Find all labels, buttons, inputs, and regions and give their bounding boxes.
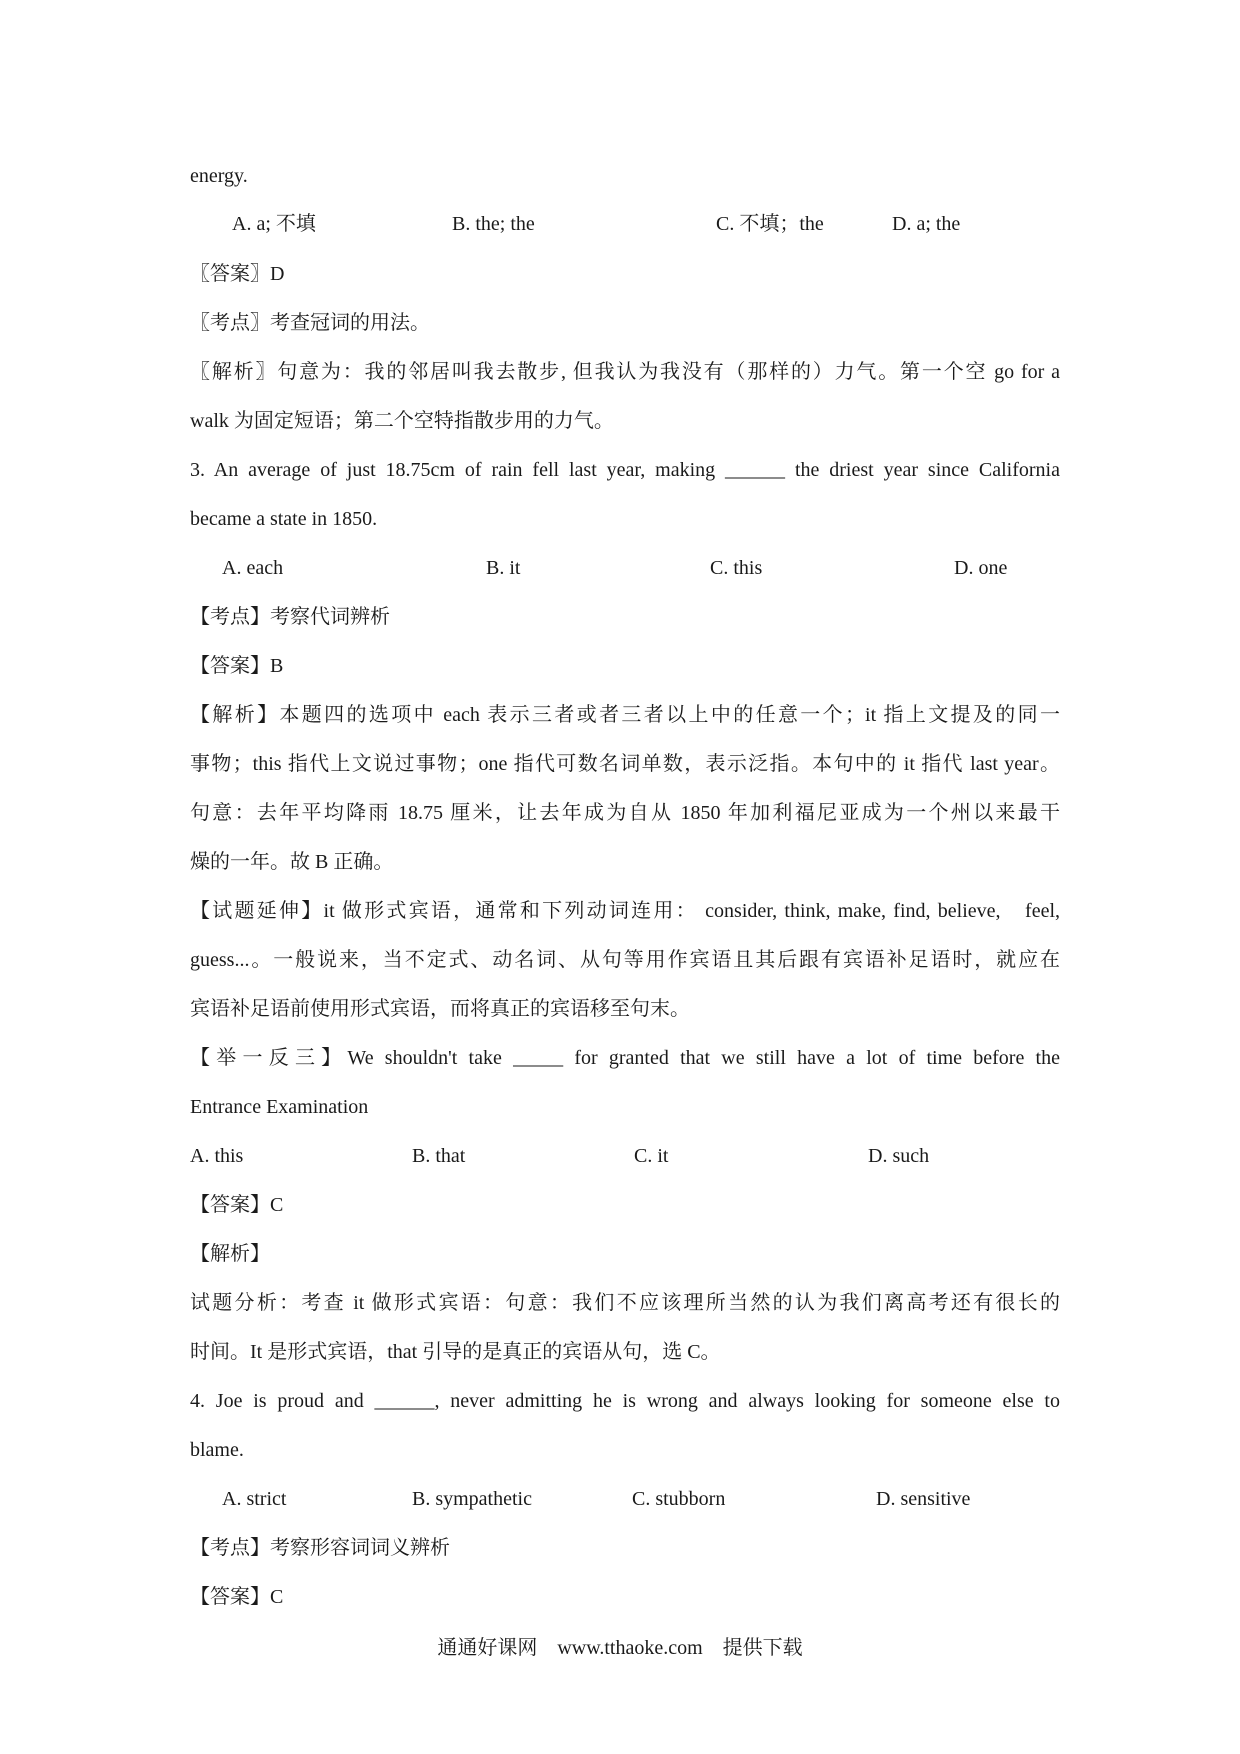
q3-follow-option-c: C. it <box>634 1145 669 1167</box>
q3-extension-line-3: 宾语补足语前使用形式宾语，而将真正的宾语移至句末。 <box>190 998 690 1020</box>
q3-follow-option-b: B. that <box>412 1145 466 1167</box>
q3-follow-analysis-line-2: 时间。It 是形式宾语，that 引导的是真正的宾语从句，选 C。 <box>190 1341 721 1363</box>
q3-follow-analysis-line-1: 试题分析：考查 it 做形式宾语：句意：我们不应该理所当然的认为我们离高考还有很长的 <box>190 1292 1060 1314</box>
q3-extension-line-1: 【试题延伸】it 做形式宾语，通常和下列动词连用： consider, think, make, find, believe, feel, <box>190 900 1060 922</box>
q3-option-d: D. one <box>954 557 1008 579</box>
q3-analysis-line-1: 【解析】本题四的选项中 each 表示三者或者三者以上中的任意一个；it 指上文提及的同一 <box>190 704 1060 726</box>
q3-extension-line-2: guess...。一般说来，当不定式、动名词、从句等用作宾语且其后跟有宾语补足语时，就应在 <box>190 949 1060 971</box>
q3-stem-line-2: became a state in 1850. <box>190 508 378 530</box>
q4-option-d: D. sensitive <box>876 1488 971 1510</box>
q3-follow-analysis-heading: 【解析】 <box>190 1243 270 1265</box>
q2-stem-tail: energy. <box>190 165 248 187</box>
q3-analysis-line-3: 句意：去年平均降雨 18.75 厘米，让去年成为自从 1850 年加利福尼亚成为一个州以来最干 <box>190 802 1060 824</box>
q3-follow-option-d: D. such <box>868 1145 930 1167</box>
page-footer: 通通好课网 www.tthaoke.com 提供下载 <box>437 1637 803 1659</box>
q3-analysis-line-2: 事物；this 指代上文说过事物；one 指代可数名词单数，表示泛指。本句中的 it 指代 last year。 <box>190 753 1060 775</box>
q3-follow-answer: 【答案】C <box>190 1194 284 1216</box>
q4-option-c: C. stubborn <box>632 1488 726 1510</box>
q3-follow-option-a: A. this <box>190 1145 244 1167</box>
q2-analysis-line-2: walk 为固定短语；第二个空特指散步用的力气。 <box>190 410 614 432</box>
q4-stem-line-1: 4. Joe is proud and ______, never admitting he is wrong and always looking for someone else to <box>190 1390 1060 1412</box>
q2-option-c: C. 不填；the <box>716 213 824 235</box>
q2-option-b: B. the; the <box>452 213 535 235</box>
q3-option-a: A. each <box>222 557 284 579</box>
q4-stem-line-2: blame. <box>190 1439 244 1461</box>
q3-follow-up-line-1: 【举一反三】We shouldn't take _____ for granted that we still have a lot of time before the <box>190 1047 1060 1069</box>
q2-answer: 〖答案〗D <box>190 263 285 285</box>
q4-option-b: B. sympathetic <box>412 1488 532 1510</box>
q4-option-a: A. strict <box>222 1488 287 1510</box>
q3-option-c: C. this <box>710 557 763 579</box>
q4-point: 【考点】考察形容词词义辨析 <box>190 1537 450 1559</box>
q3-analysis-line-4: 燥的一年。故 B 正确。 <box>190 851 394 873</box>
q2-option-d: D. a; the <box>892 213 961 235</box>
q4-answer: 【答案】C <box>190 1586 284 1608</box>
q3-stem-line-1: 3. An average of just 18.75cm of rain fell last year, making ______ the driest year since California <box>190 459 1060 481</box>
q2-option-a: A. a; 不填 <box>232 213 316 235</box>
q3-point: 【考点】考察代词辨析 <box>190 606 390 628</box>
q2-point: 〖考点〗考查冠词的用法。 <box>190 312 430 334</box>
q3-option-b: B. it <box>486 557 521 579</box>
q2-analysis-line-1: 〖解析〗句意为：我的邻居叫我去散步, 但我认为我没有（那样的）力气。第一个空 go for a <box>190 361 1060 383</box>
q3-answer: 【答案】B <box>190 655 284 677</box>
q3-follow-up-line-2: Entrance Examination <box>190 1096 369 1118</box>
